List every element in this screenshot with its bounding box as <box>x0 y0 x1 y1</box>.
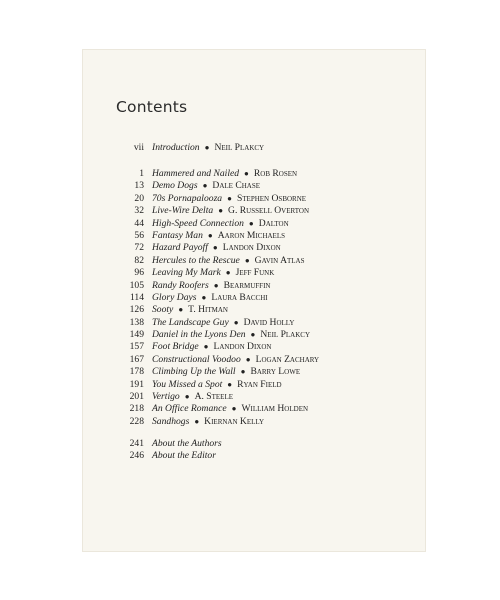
toc-entry <box>114 329 319 341</box>
toc-entry <box>114 366 319 378</box>
bullet-separator-icon: ● <box>227 193 232 203</box>
page-number: 56 <box>134 229 144 241</box>
bullet-separator-icon: ● <box>244 255 250 265</box>
bullet-separator-icon: ● <box>212 243 218 253</box>
entry-title: Hazard Payoff <box>152 242 208 254</box>
toc-entry <box>114 403 319 415</box>
bullet-separator-icon: ● <box>240 367 246 377</box>
page-number: 72 <box>134 242 144 254</box>
entry-title: Live-Wire Delta <box>152 205 214 217</box>
entry-title: Foot Bridge <box>152 341 199 353</box>
contents-heading: Contents <box>116 98 188 116</box>
toc-entry <box>114 230 319 242</box>
entry-author: Jeff Funk <box>235 267 275 279</box>
bullet-separator-icon: ● <box>204 143 210 152</box>
entry-author: Landon Dixon <box>222 242 281 254</box>
page-number: 201 <box>129 391 144 403</box>
bullet-separator-icon: ● <box>225 268 231 278</box>
entry-author: Barry Lowe <box>250 366 301 378</box>
entry-author: Rob Rosen <box>253 168 298 179</box>
page-number: 96 <box>134 267 144 279</box>
entry-title: 70s Pornapalooza <box>152 192 223 204</box>
entry-title: Demo Dogs <box>152 180 198 192</box>
toc-entry <box>114 205 319 217</box>
toc-entry <box>114 180 319 192</box>
entry-author: Neil Plakcy <box>214 142 265 153</box>
page-number: 157 <box>129 341 144 353</box>
entry-title: Daniel in the Lyons Den <box>152 329 246 341</box>
toc-entry <box>114 242 319 254</box>
toc-entry <box>114 142 264 154</box>
entry-author: Bearmuffin <box>223 279 271 291</box>
entry-title: Glory Days <box>152 291 197 303</box>
bullet-separator-icon: ● <box>227 379 233 389</box>
bullet-separator-icon: ● <box>194 416 200 426</box>
page-number: 32 <box>134 205 144 217</box>
page-number: 44 <box>134 217 144 229</box>
page-number: 228 <box>129 415 144 427</box>
bullet-separator-icon: ● <box>203 342 209 352</box>
bullet-separator-icon: ● <box>248 218 254 228</box>
page-number: 241 <box>129 438 144 449</box>
page-number: 105 <box>129 279 144 291</box>
entry-title: You Missed a Spot <box>152 378 223 390</box>
entry-author: Ryan Field <box>237 378 282 390</box>
toc-entry <box>114 218 319 230</box>
entry-title: The Landscape Guy <box>152 316 229 328</box>
bullet-separator-icon: ● <box>178 305 184 315</box>
toc-entry <box>114 438 222 450</box>
page-number: 1 <box>139 168 144 179</box>
entry-title: Climbing Up the Wall <box>152 366 236 378</box>
page-number: 191 <box>129 378 144 390</box>
bullet-separator-icon: ● <box>202 181 208 191</box>
bullet-separator-icon: ● <box>201 292 207 302</box>
entry-title: Fantasy Man <box>152 229 203 241</box>
toc-entry <box>114 255 319 267</box>
entry-title: About the Authors <box>152 438 222 449</box>
bullet-separator-icon: ● <box>184 392 190 402</box>
entry-author: Aaron Michaels <box>217 229 285 241</box>
bullet-separator-icon: ● <box>233 317 239 327</box>
bullet-separator-icon: ● <box>213 280 219 290</box>
toc-entry <box>114 391 319 403</box>
entry-title: Sandhogs <box>152 415 190 427</box>
bullet-separator-icon: ● <box>250 330 256 340</box>
toc-entry <box>114 317 319 329</box>
entry-author: William Holden <box>241 403 309 415</box>
entry-author: Neil Plakcy <box>260 329 311 341</box>
entry-title: Hammered and Nailed <box>152 168 240 179</box>
bullet-separator-icon: ● <box>245 354 251 364</box>
toc-entry <box>114 168 319 180</box>
toc-entry <box>114 416 319 428</box>
toc-entry <box>114 341 319 353</box>
page-number: 114 <box>129 291 144 303</box>
page-number: 218 <box>129 403 144 415</box>
entry-title: Vertigo <box>152 391 180 403</box>
entry-author: Gavin Atlas <box>254 254 305 266</box>
entry-title: Introduction <box>152 142 200 153</box>
bullet-separator-icon: ● <box>207 230 213 240</box>
entry-title: About the Editor <box>152 450 216 462</box>
entry-author: David Holly <box>243 316 295 328</box>
entry-author: Laura Bacchi <box>211 291 268 303</box>
toc-stories-section <box>114 168 319 428</box>
toc-backmatter-section <box>114 438 222 463</box>
page-number: 149 <box>129 329 144 341</box>
toc-entry <box>114 292 319 304</box>
bullet-separator-icon: ● <box>244 169 249 178</box>
page-number: 167 <box>129 353 144 365</box>
page-number: vii <box>133 142 144 153</box>
toc-entry <box>114 450 222 462</box>
page-number: 82 <box>134 254 144 266</box>
entry-author: A. Steele <box>194 391 234 403</box>
toc-entry <box>114 193 319 205</box>
entry-author: G. Russell Overton <box>228 205 310 217</box>
page-number: 20 <box>134 192 144 204</box>
page-number: 126 <box>129 304 144 316</box>
entry-title: Constructional Voodoo <box>152 353 241 365</box>
toc-entry <box>114 379 319 391</box>
bullet-separator-icon: ● <box>231 404 237 414</box>
toc-entry <box>114 354 319 366</box>
entry-author: Logan Zachary <box>255 353 320 365</box>
entry-author: Landon Dixon <box>213 341 272 353</box>
entry-author: Dale Chase <box>212 180 261 192</box>
entry-title: An Office Romance <box>152 403 227 415</box>
bullet-separator-icon: ● <box>218 206 224 216</box>
entry-title: Leaving My Mark <box>152 267 221 279</box>
entry-author: Dalton <box>258 217 289 229</box>
entry-title: Sooty <box>152 304 174 316</box>
page-number: 178 <box>129 366 144 378</box>
entry-author: Kiernan Kelly <box>204 415 265 427</box>
toc-entry <box>114 304 319 316</box>
entry-title: Hercules to the Rescue <box>152 254 240 266</box>
book-page <box>82 49 426 552</box>
entry-title: Randy Roofers <box>152 279 209 291</box>
page-number: 246 <box>129 450 144 462</box>
entry-title: High-Speed Connection <box>152 217 244 229</box>
toc-entry <box>114 280 319 292</box>
entry-author: Stephen Osborne <box>236 192 307 204</box>
entry-author: T. Hitman <box>188 304 228 316</box>
toc-introduction-section <box>114 142 264 154</box>
page-number: 138 <box>129 316 144 328</box>
page-number: 13 <box>134 180 144 192</box>
toc-entry <box>114 267 319 279</box>
